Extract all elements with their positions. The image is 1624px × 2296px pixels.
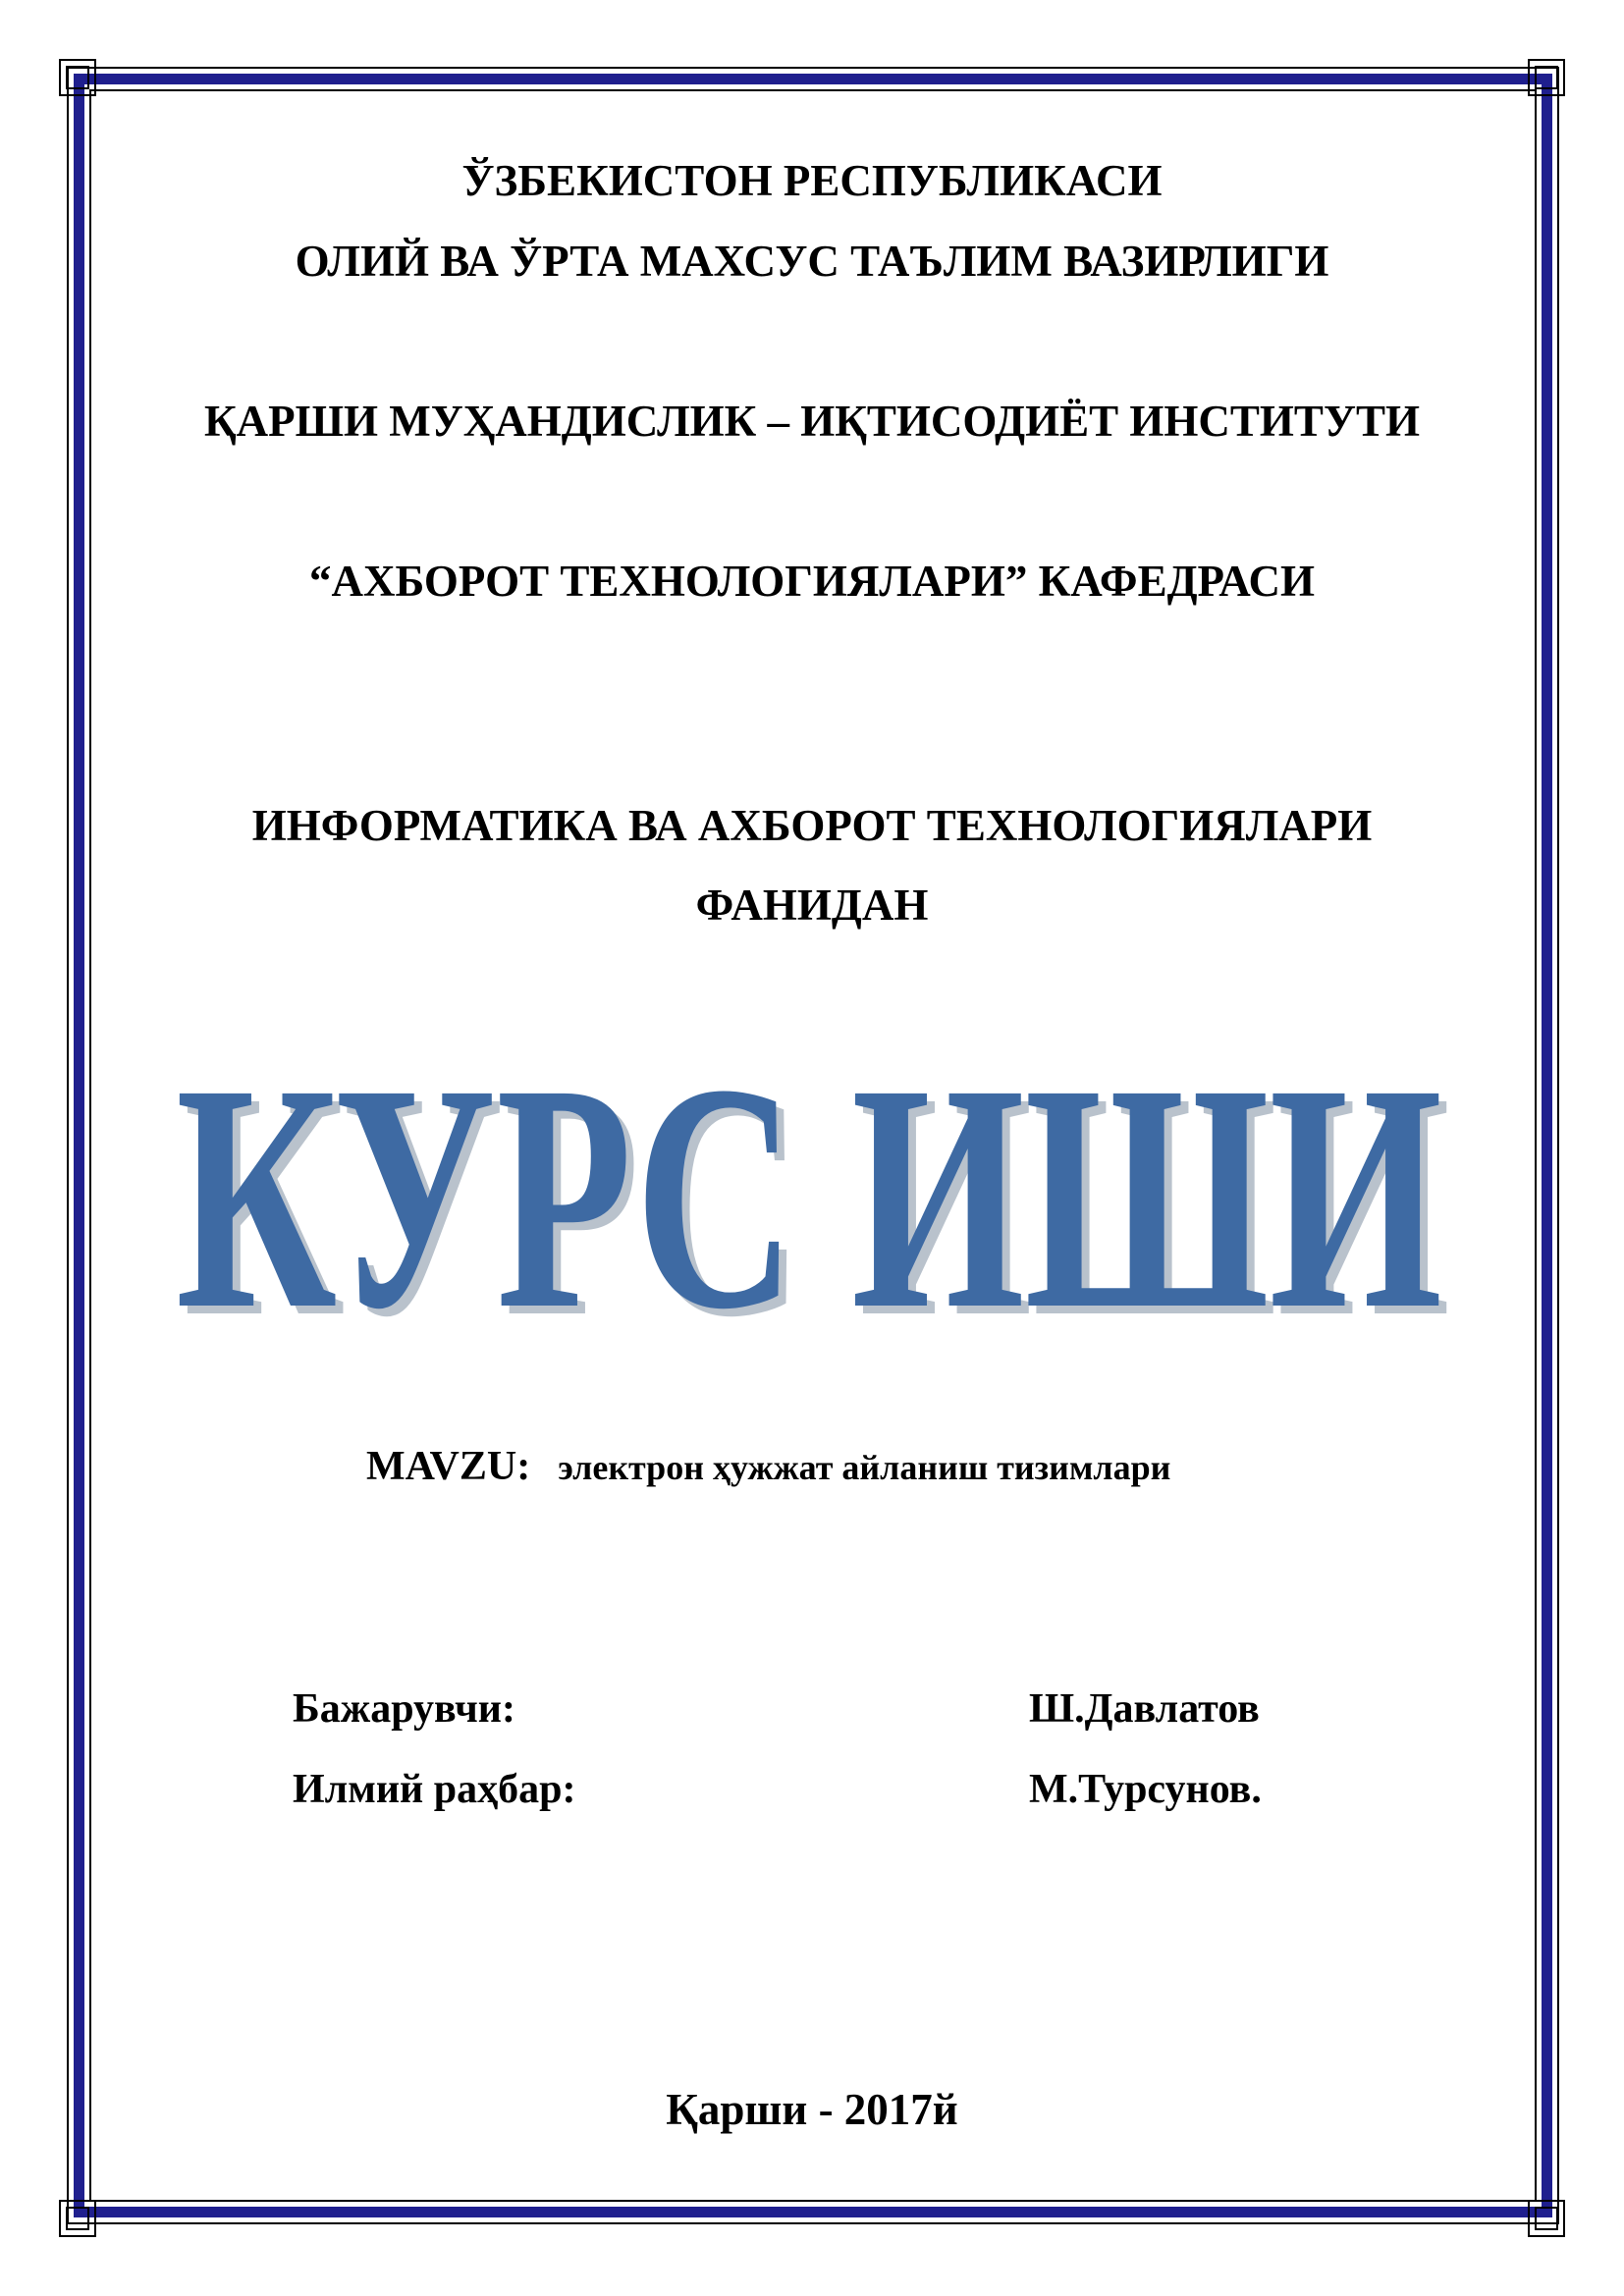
topic-text: электрон ҳужжат айланиш тизимлари bbox=[558, 1448, 1171, 1487]
executor-name: Ш.Давлатов bbox=[1029, 1686, 1260, 1732]
place-year: Қарши - 2017й bbox=[666, 2085, 958, 2134]
ministry-heading: ОЛИЙ ВА ЎРТА МАХСУС ТАЪЛИМ ВАЗИРЛИГИ bbox=[295, 237, 1329, 286]
title-text: КУРС ИШИ bbox=[176, 1021, 1442, 1345]
subject-line-2: ФАНИДАН bbox=[695, 881, 929, 930]
supervisor-label: Илмий раҳбар: bbox=[293, 1767, 576, 1812]
frame-corner-ornament bbox=[1528, 2200, 1565, 2237]
country-heading: ЎЗБЕКИСТОН РЕСПУБЛИКАСИ bbox=[461, 156, 1163, 205]
supervisor-name: М.Турсунов. bbox=[1029, 1767, 1262, 1812]
institute-heading: ҚАРШИ МУҲАНДИСЛИК – ИҚТИСОДИЁТ ИНСТИТУТИ bbox=[203, 397, 1420, 446]
executor-label: Бажарувчи: bbox=[293, 1686, 515, 1732]
topic-row bbox=[366, 1443, 1170, 1490]
title-shadow: КУРС ИШИ bbox=[184, 1026, 1450, 1345]
subject-line-1: ИНФОРМАТИКА ВА АХБОРОТ ТЕХНОЛОГИЯЛАРИ bbox=[251, 801, 1373, 850]
topic-label: MAVZU: bbox=[366, 1444, 531, 1489]
frame-corner-ornament bbox=[59, 59, 96, 96]
frame-corner-ornament bbox=[1528, 59, 1565, 96]
department-heading: “АХБОРОТ ТЕХНОЛОГИЯЛАРИ” КАФЕДРАСИ bbox=[308, 557, 1316, 606]
course-work-title bbox=[0, 1021, 1624, 1345]
frame-corner-ornament bbox=[59, 2200, 96, 2237]
